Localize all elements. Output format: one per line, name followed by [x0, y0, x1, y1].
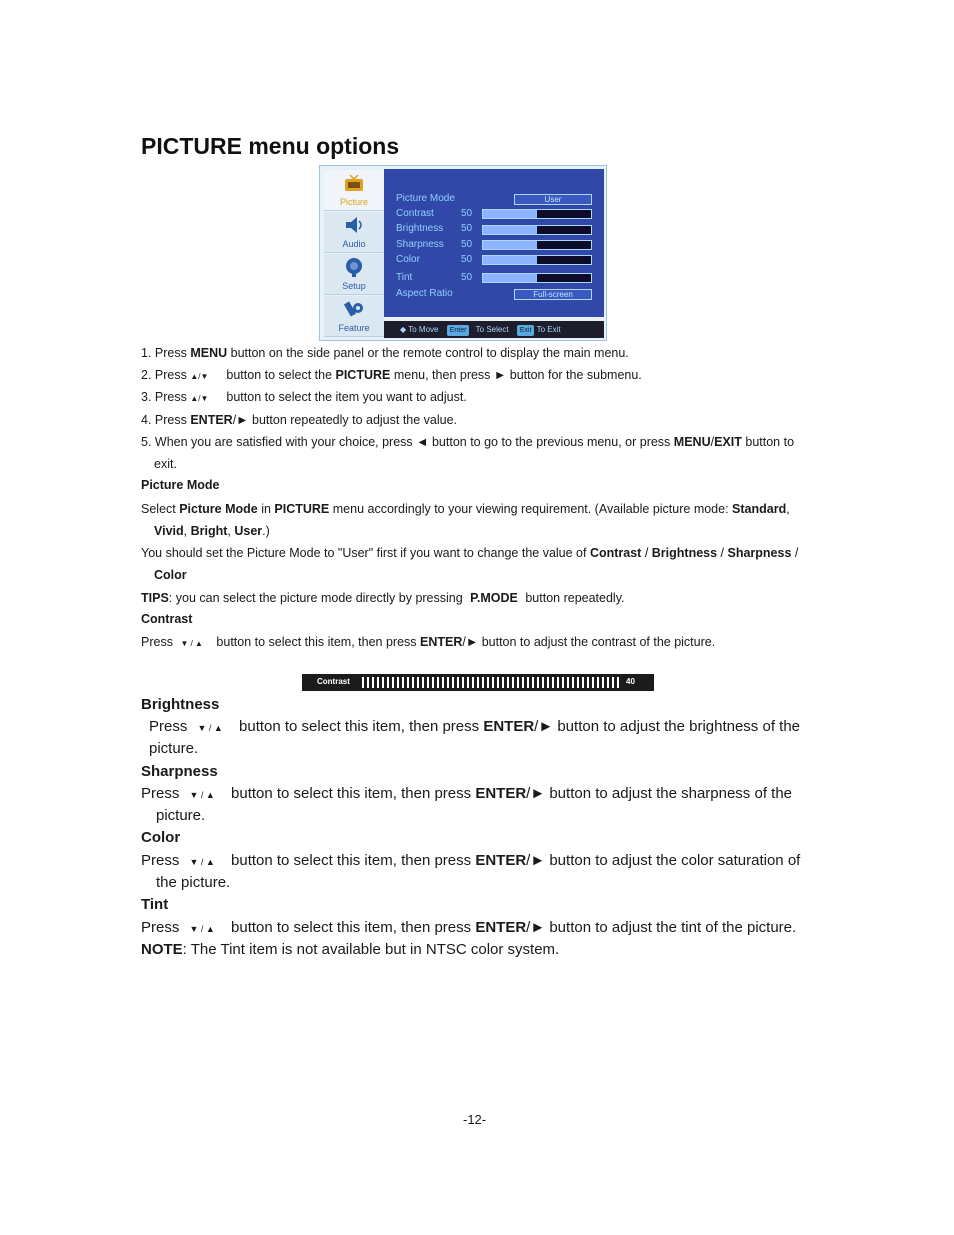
slider-tick — [437, 677, 439, 688]
slider-tick — [527, 677, 529, 688]
osd-level-bar — [482, 209, 592, 219]
slider-tick — [517, 677, 519, 688]
text: in — [257, 502, 275, 516]
slider-tick — [497, 677, 499, 688]
osd-level-bar — [482, 225, 592, 235]
slider-tick — [462, 677, 464, 688]
text: Press — [149, 718, 192, 735]
osd-row-label: Color — [396, 254, 420, 265]
text-bold: PICTURE — [274, 502, 330, 516]
slider-tick — [382, 677, 384, 688]
text-bold: ENTER — [190, 413, 233, 427]
text: button to select this item, then press — [226, 852, 476, 869]
page-number: -12- — [463, 1112, 487, 1127]
text: , — [786, 502, 790, 516]
osd-tab-audio — [324, 212, 384, 253]
slider-tick — [552, 677, 554, 688]
slider-tick — [397, 677, 399, 688]
slider-tick — [467, 677, 469, 688]
text: /► button to adjust the tint of the picture. — [526, 919, 797, 936]
slider-tick — [587, 677, 589, 688]
text-bold: ENTER — [420, 635, 463, 649]
osd-row-label: Aspect Ratio — [396, 288, 453, 299]
text-bold: NOTE — [141, 941, 183, 958]
text: /► button to adjust the brightness of the — [534, 718, 801, 735]
osd-row-label: Brightness — [396, 223, 444, 234]
color-text — [141, 852, 800, 871]
color-text-cont: the picture. — [156, 874, 231, 891]
exit-key: Exit — [517, 325, 535, 336]
down-up-arrow-icon: ▼ / ▲ — [180, 639, 203, 648]
slider-tick — [392, 677, 394, 688]
slider-tick — [447, 677, 449, 688]
slider-tick — [362, 677, 364, 688]
text-bold: ENTER — [475, 852, 527, 869]
sharpness-text-cont: picture. — [156, 807, 206, 824]
slider-tick — [612, 677, 614, 688]
osd-row-value: 50 — [461, 223, 473, 234]
contrast-text — [141, 634, 715, 652]
step-3 — [141, 389, 467, 407]
slider-tick — [562, 677, 564, 688]
section-heading-contrast: Contrast — [141, 612, 193, 626]
section-heading-brightness: Brightness — [141, 696, 220, 713]
picture-menu-screenshot — [319, 165, 607, 341]
slider-tick — [427, 677, 429, 688]
text-bold: Color — [154, 568, 187, 582]
slider-tick — [477, 677, 479, 688]
text: , — [227, 524, 235, 538]
slider-tick — [492, 677, 494, 688]
text: : you can select the picture mode directly by pressing — [168, 591, 467, 605]
slider-tick — [602, 677, 604, 688]
text: / — [791, 546, 799, 560]
slider-tick — [482, 677, 484, 688]
slider-ticks — [362, 677, 622, 688]
text-bold: Brightness — [651, 546, 718, 560]
osd-tab-setup — [324, 254, 384, 295]
osd-level-bar — [482, 240, 592, 250]
text: 1. Press — [141, 346, 191, 360]
slider-value: 40 — [626, 677, 635, 686]
sharpness-text — [141, 785, 792, 804]
text-bold: Sharpness — [727, 546, 792, 560]
slider-tick — [542, 677, 544, 688]
text-bold: Contrast — [589, 546, 642, 560]
osd-row-label: Sharpness — [396, 239, 444, 250]
slider-label: Contrast — [317, 677, 350, 686]
text: , — [183, 524, 191, 538]
text: button repeatedly. — [521, 591, 625, 605]
text: button to select this item, then press — [226, 919, 476, 936]
text: Select — [141, 502, 180, 516]
text-bold: EXIT — [714, 435, 742, 449]
text-bold: P.MODE — [470, 591, 518, 605]
text: : The Tint item is not available but in NTSC color system. — [182, 941, 560, 958]
slider-tick — [592, 677, 594, 688]
slider-tick — [407, 677, 409, 688]
slider-tick — [617, 677, 619, 688]
osd-sidebar — [322, 168, 384, 336]
slider-tick — [487, 677, 489, 688]
osd-row-value: 50 — [461, 208, 473, 219]
text: You should set the Picture Mode to "User" first if you want to change the value of — [141, 546, 590, 560]
osd-level-fill — [483, 210, 537, 218]
text-bold: ENTER — [475, 785, 527, 802]
osd-row-label: Tint — [396, 272, 413, 283]
text: 3. Press — [141, 390, 191, 404]
slider-tick — [422, 677, 424, 688]
slider-tick — [577, 677, 579, 688]
step-4 — [141, 412, 457, 428]
text-bold: Standard — [732, 502, 787, 516]
slider-tick — [522, 677, 524, 688]
osd-footer-select: To Select — [475, 325, 509, 334]
text: /► button to adjust the sharpness of the — [526, 785, 793, 802]
slider-tick — [572, 677, 574, 688]
slider-tick — [442, 677, 444, 688]
text: /► button to adjust the color saturation of — [526, 852, 801, 869]
slider-tick — [537, 677, 539, 688]
speaker-icon — [343, 216, 365, 234]
text: menu accordingly to your viewing requirement. (Available picture mode: — [329, 502, 733, 516]
picture-mode-note — [141, 545, 798, 561]
picture-mode-note-cont — [154, 567, 187, 583]
slider-tick — [547, 677, 549, 688]
satellite-dish-icon — [343, 257, 365, 277]
osd-tab-label: Setup — [342, 281, 366, 291]
brightness-text-cont: picture. — [149, 740, 199, 757]
slider-tick — [502, 677, 504, 688]
text: button to select the item you want to adjust. — [226, 390, 467, 404]
text-bold: MENU — [673, 435, 711, 449]
osd-row-value: 50 — [461, 239, 473, 250]
slider-tick — [457, 677, 459, 688]
osd-row-label: Contrast — [396, 208, 434, 219]
down-up-arrow-icon: ▼ / ▲ — [197, 723, 223, 733]
down-up-arrow-icon: ▼ / ▲ — [189, 924, 215, 934]
tint-text — [141, 919, 796, 938]
text-bold: TIPS — [141, 591, 169, 605]
osd-footer-move: To Move — [408, 325, 439, 334]
slider-tick — [367, 677, 369, 688]
slider-tick — [472, 677, 474, 688]
slider-tick — [597, 677, 599, 688]
slider-tick — [582, 677, 584, 688]
text-bold: Bright — [190, 524, 228, 538]
text-bold: MENU — [190, 346, 228, 360]
osd-row-value-box: Full-screen — [514, 289, 592, 300]
osd-row-value: 50 — [461, 272, 473, 283]
up-down-arrow-icon: ▲/▼ — [190, 372, 209, 381]
slider-tick — [567, 677, 569, 688]
osd-level-fill — [483, 256, 537, 264]
tools-icon — [343, 300, 365, 318]
slider-tick — [512, 677, 514, 688]
text: button to select the — [226, 368, 336, 382]
picture-mode-text-cont — [154, 523, 270, 539]
text: Press — [141, 919, 184, 936]
osd-level-bar — [482, 255, 592, 265]
brightness-text — [149, 718, 800, 737]
text: button to select this item, then press — [226, 785, 476, 802]
text-bold: ENTER — [483, 718, 535, 735]
slider-tick — [377, 677, 379, 688]
osd-footer-exit: To Exit — [536, 325, 561, 334]
osd-tab-label: Picture — [339, 197, 368, 207]
step-5 — [141, 434, 794, 450]
slider-tick — [402, 677, 404, 688]
tv-icon — [343, 174, 365, 192]
section-heading-sharpness: Sharpness — [141, 763, 218, 780]
text: button to select this item, then press — [212, 635, 421, 649]
section-heading-tint: Tint — [141, 896, 169, 913]
slider-tick — [452, 677, 454, 688]
text: 2. Press — [141, 368, 191, 382]
text-bold: PICTURE — [335, 368, 391, 382]
step-1 — [141, 345, 629, 361]
updown-icon: ◆ — [400, 325, 407, 334]
osd-tab-picture — [324, 170, 384, 211]
osd-level-fill — [483, 241, 537, 249]
text-bold: User — [234, 524, 263, 538]
text: Press — [141, 635, 177, 649]
section-heading-color: Color — [141, 829, 181, 846]
text-bold: Vivid — [154, 524, 184, 538]
slider-tick — [417, 677, 419, 688]
osd-row-label: Picture Mode — [396, 193, 455, 204]
up-down-arrow-icon: ▲/▼ — [190, 394, 209, 403]
osd-row-value-box: User — [514, 194, 592, 205]
tips-text — [141, 590, 625, 606]
enter-key: Enter — [447, 325, 470, 336]
osd-tab-label: Feature — [338, 323, 370, 333]
osd-tab-feature — [324, 296, 384, 337]
text: menu, then press ► button for the submenu. — [390, 368, 642, 382]
picture-mode-text — [141, 501, 790, 517]
osd-level-bar — [482, 273, 592, 283]
text: / — [717, 546, 728, 560]
slider-tick — [532, 677, 534, 688]
page-title: PICTURE menu options — [141, 133, 400, 159]
text: /► button to adjust the contrast of the picture. — [462, 635, 716, 649]
down-up-arrow-icon: ▼ / ▲ — [189, 790, 215, 800]
contrast-slider — [302, 674, 654, 691]
text: /► button repeatedly to adjust the value. — [232, 413, 458, 427]
slider-tick — [432, 677, 434, 688]
text-bold: Picture Mode — [179, 502, 258, 516]
slider-tick — [557, 677, 559, 688]
down-up-arrow-icon: ▼ / ▲ — [189, 857, 215, 867]
slider-tick — [372, 677, 374, 688]
osd-level-fill — [483, 226, 537, 234]
text: Press — [141, 785, 184, 802]
osd-level-fill — [483, 274, 537, 282]
osd-row-value: 50 — [461, 254, 473, 265]
osd-footer — [384, 321, 604, 338]
slider-tick — [387, 677, 389, 688]
step-2 — [141, 367, 642, 385]
text: Press — [141, 852, 184, 869]
slider-tick — [507, 677, 509, 688]
slider-tick — [607, 677, 609, 688]
step-5-cont: exit. — [154, 457, 177, 471]
osd-tab-label: Audio — [342, 239, 366, 249]
text-bold: ENTER — [475, 919, 527, 936]
tint-note — [141, 941, 559, 959]
osd-main-panel — [384, 169, 604, 317]
section-heading-picture-mode: Picture Mode — [141, 478, 220, 492]
text: 5. When you are satisfied with your choice, press ◄ button to go to the previous menu, or press — [141, 435, 674, 449]
slider-tick — [412, 677, 414, 688]
text: button to — [741, 435, 795, 449]
text: / — [710, 435, 715, 449]
text: .) — [262, 524, 270, 538]
text: 4. Press — [141, 413, 191, 427]
text: button to select this item, then press — [234, 718, 484, 735]
text: button on the side panel or the remote control to display the main menu. — [227, 346, 629, 360]
text: / — [641, 546, 652, 560]
